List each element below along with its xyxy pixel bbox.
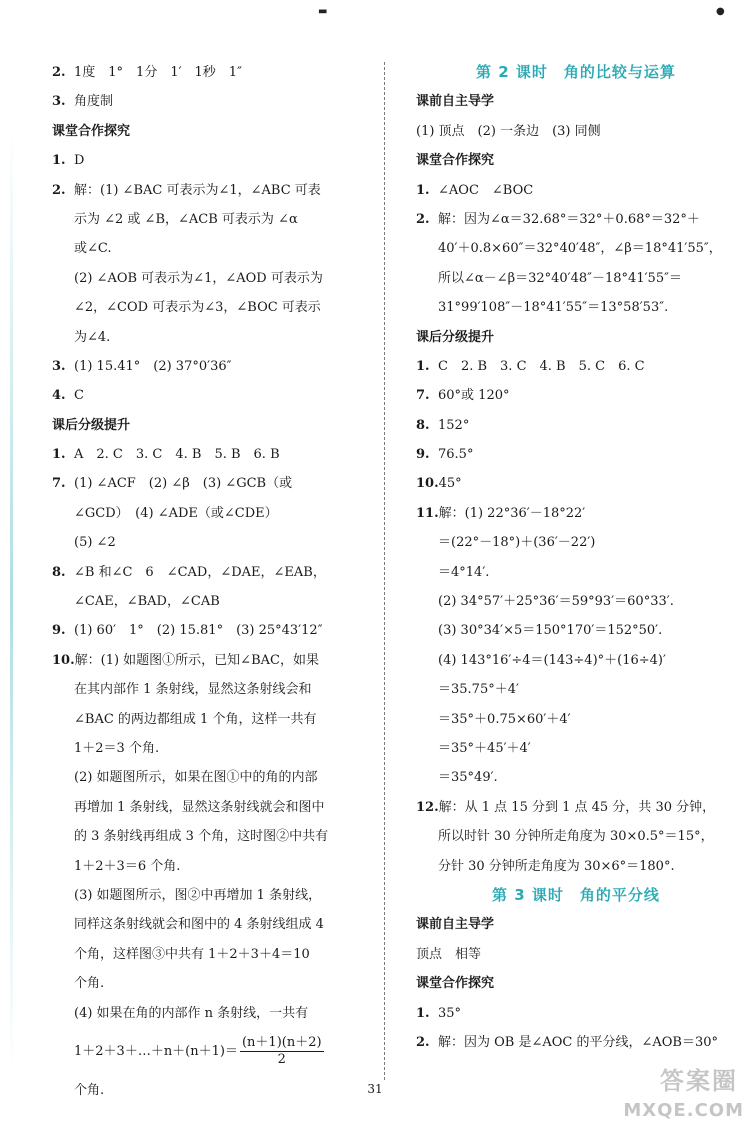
answer-item xyxy=(416,440,736,469)
page-edge-shadow xyxy=(10,130,13,1070)
item-number: 8. xyxy=(416,417,430,433)
answer-item xyxy=(52,616,370,645)
continuation-text: 个角，这样图③中共有 1＋2＋3＋4＝10 xyxy=(74,946,310,962)
item-number: 8. xyxy=(52,564,66,580)
continuation-text: ＝35°49′. xyxy=(438,770,498,786)
item-number: 3. xyxy=(52,358,66,374)
answer-continuation xyxy=(52,675,370,704)
item-text: 解：(1) 22°36′－18°22′ xyxy=(438,505,586,521)
answer-continuation xyxy=(52,734,370,763)
answer-continuation xyxy=(416,264,736,293)
continuation-text: (2) 如题图所示，如果在图①中的角的内部 xyxy=(74,770,318,786)
scan-mark: ▬ xyxy=(318,6,328,17)
answer-continuation xyxy=(52,264,370,293)
item-number: 1. xyxy=(52,153,66,169)
answer-continuation xyxy=(52,940,370,969)
continuation-text: (2) ∠AOB 可表示为∠1，∠AOD 可表示为 xyxy=(74,270,323,286)
item-number: 10. xyxy=(52,652,75,668)
answer-continuation xyxy=(416,646,736,675)
lesson-title: 第 2 课时 角的比较与运算 xyxy=(476,63,676,81)
section-heading: 课前自主导学 xyxy=(416,94,495,110)
answer-continuation xyxy=(52,587,370,616)
answer-item xyxy=(416,469,736,498)
answer-line: (1) 顶点 (2) 一条边 (3) 同侧 xyxy=(416,123,601,139)
answer-item xyxy=(52,146,370,175)
continuation-text: ∠CAE，∠BAD，∠CAB xyxy=(74,594,220,610)
answer-item xyxy=(416,1028,736,1057)
item-text: 角度制 xyxy=(74,94,114,110)
continuation-text: ＝4°14′. xyxy=(438,564,490,580)
item-number: 2. xyxy=(416,1034,430,1050)
continuation-text: 再增加 1 条射线，显然这条射线就会和图中 xyxy=(74,799,325,815)
left-column xyxy=(52,58,370,1105)
watermark-top: 答案圈 xyxy=(660,1067,738,1095)
answer-continuation xyxy=(416,852,736,881)
item-text: (1) 60′ 1° (2) 15.81° (3) 25°43′12″ xyxy=(74,623,323,639)
answer-continuation xyxy=(416,734,736,763)
item-text: A 2. C 3. C 4. B 5. B 6. B xyxy=(74,447,280,463)
continuation-text: ∠2，∠COD 可表示为∠3，∠BOC 可表示 xyxy=(74,300,321,316)
item-text: C 2. B 3. C 4. B 5. C 6. C xyxy=(438,358,645,374)
item-text: 解：因为∠α＝32.68°＝32°＋0.68°＝32°＋ xyxy=(438,211,700,227)
lesson-title: 第 3 课时 角的平分线 xyxy=(492,885,660,904)
answer-continuation xyxy=(416,587,736,616)
column-divider xyxy=(384,62,386,1080)
answer-continuation xyxy=(52,852,370,881)
continuation-text: (4) 如果在角的内部作 n 条射线，一共有 xyxy=(74,1005,309,1021)
continuation-text: ＝35°＋0.75×60′＋4′ xyxy=(438,711,571,727)
item-text: 解：(1) 如题图①所示，已知∠BAC，如果 xyxy=(74,652,319,668)
answer-continuation xyxy=(52,793,370,822)
item-text: ∠AOC ∠BOC xyxy=(438,182,534,198)
fraction-denominator: 2 xyxy=(277,1051,286,1067)
continuation-text: 或∠C. xyxy=(74,241,112,257)
item-number: 3. xyxy=(52,94,66,110)
continuation-text: 示为 ∠2 或 ∠B，∠ACB 可表示为 ∠α xyxy=(74,211,298,227)
answer-item xyxy=(416,999,736,1028)
answer-item xyxy=(52,87,370,116)
continuation-text: ＝(22°－18°)＋(36′－22′) xyxy=(438,535,596,551)
item-text: 解：因为 OB 是∠AOC 的平分线，∠AOB＝30° xyxy=(438,1034,719,1050)
answer-item xyxy=(52,381,370,410)
section-heading: 课后分级提升 xyxy=(52,417,131,433)
answer-item xyxy=(52,176,370,205)
answer-item xyxy=(416,793,736,822)
answer-item xyxy=(52,58,370,87)
item-number: 11. xyxy=(416,505,439,521)
answer-continuation xyxy=(52,205,370,234)
continuation-text: 1＋2＋3＋…＋n＋(n＋1)＝ xyxy=(74,1043,238,1059)
continuation-text: 同样这条射线就会和图中的 4 条射线组成 4 xyxy=(74,917,324,933)
watermark-bottom: MXQE.COM xyxy=(623,1100,744,1121)
continuation-text: 为∠4. xyxy=(74,329,111,345)
continuation-text: ∠BAC 的两边都组成 1 个角，这样一共有 xyxy=(74,711,317,727)
answer-continuation xyxy=(52,910,370,939)
continuation-text: ＝35.75°＋4′ xyxy=(438,682,519,698)
answer-continuation xyxy=(52,969,370,998)
answer-continuation xyxy=(52,763,370,792)
continuation-text: (3) 30°34′×5＝150°170′＝152°50′. xyxy=(438,623,663,639)
item-number: 7. xyxy=(52,476,66,492)
right-column xyxy=(416,58,736,1057)
answer-continuation xyxy=(416,616,736,645)
answer-item xyxy=(52,469,370,498)
item-text: 解：(1) ∠BAC 可表示为∠1，∠ABC 可表 xyxy=(74,182,321,198)
continuation-text: ∠GCD） (4) ∠ADE（或∠CDE） xyxy=(74,505,278,521)
answer-continuation xyxy=(416,705,736,734)
continuation-text: 1＋2＝3 个角. xyxy=(74,740,160,756)
answer-continuation xyxy=(52,705,370,734)
item-text: ∠B 和∠C 6 ∠CAD，∠DAE，∠EAB， xyxy=(74,564,326,580)
section-heading: 课堂合作探究 xyxy=(52,123,131,139)
item-text: 1度 1° 1分 1′ 1秒 1″ xyxy=(74,65,242,80)
answer-continuation xyxy=(52,1028,370,1076)
answer-continuation xyxy=(52,822,370,851)
item-number: 12. xyxy=(416,799,439,815)
continuation-text: 的 3 条射线再组成 3 个角，这时图②中共有 xyxy=(74,829,329,845)
answer-item xyxy=(416,411,736,440)
item-number: 4. xyxy=(52,388,66,404)
answer-item xyxy=(52,558,370,587)
continuation-text: 所以时针 30 分钟所走角度为 30×0.5°＝15°， xyxy=(438,829,714,845)
item-number: 1. xyxy=(416,1005,430,1021)
scan-mark: ● xyxy=(716,6,725,17)
answer-continuation xyxy=(52,999,370,1028)
answer-item xyxy=(416,205,736,234)
answer-continuation xyxy=(416,293,736,322)
page-number: 31 xyxy=(367,1082,383,1096)
continuation-text: 1＋2＋3＝6 个角. xyxy=(74,858,181,874)
watermark-logo xyxy=(614,1061,744,1121)
answer-item xyxy=(416,381,736,410)
section-heading: 课前自主导学 xyxy=(416,917,495,933)
section-heading: 课堂合作探究 xyxy=(416,976,495,992)
answer-continuation xyxy=(416,822,736,851)
continuation-text: 在其内部作 1 条射线，显然这条射线会和 xyxy=(74,682,312,698)
item-text: 解：从 1 点 15 分到 1 点 45 分，共 30 分钟， xyxy=(438,799,716,815)
section-heading: 课堂合作探究 xyxy=(416,153,495,169)
continuation-text: 31°99′108″－18°41′55″＝13°58′53″. xyxy=(438,300,669,316)
item-number: 9. xyxy=(52,623,66,639)
answer-continuation xyxy=(416,234,736,263)
item-text: C xyxy=(74,388,84,404)
continuation-text: (4) 143°16′÷4＝(143÷4)°＋(16÷4)′ xyxy=(438,652,666,668)
fraction xyxy=(240,1035,324,1068)
answer-item xyxy=(416,499,736,528)
item-number: 2. xyxy=(416,211,430,227)
item-text: D xyxy=(74,153,85,169)
answer-continuation xyxy=(52,293,370,322)
item-number: 1. xyxy=(416,182,430,198)
answer-item xyxy=(416,176,736,205)
continuation-text: 个角. xyxy=(74,976,105,992)
continuation-text: 40′＋0.8×60″＝32°40′48″，∠β＝18°41′55″， xyxy=(438,241,722,257)
section-heading: 课后分级提升 xyxy=(416,329,495,345)
item-text: 45° xyxy=(438,476,462,492)
item-number: 1. xyxy=(52,447,66,463)
answer-continuation xyxy=(52,528,370,557)
continuation-text: (3) 如题图所示，图②中再增加 1 条射线， xyxy=(74,887,322,903)
item-number: 2. xyxy=(52,182,66,198)
item-text: 76.5° xyxy=(438,447,474,463)
answer-item xyxy=(416,352,736,381)
continuation-text: 分针 30 分钟所走角度为 30×6°＝180°. xyxy=(438,858,675,874)
continuation-text: (2) 34°57′＋25°36′＝59°93′＝60°33′. xyxy=(438,594,674,610)
continuation-text: ＝35°＋45′＋4′ xyxy=(438,740,531,756)
answer-continuation xyxy=(52,881,370,910)
item-text: 60°或 120° xyxy=(438,388,510,404)
answer-continuation xyxy=(416,675,736,704)
item-text: (1) 15.41° (2) 37°0′36″ xyxy=(74,358,232,374)
answer-item xyxy=(52,440,370,469)
continuation-text: 所以∠α－∠β＝32°40′48″－18°41′55″＝ xyxy=(438,270,682,286)
item-number: 1. xyxy=(416,358,430,374)
answer-continuation xyxy=(52,234,370,263)
answer-continuation xyxy=(416,763,736,792)
continuation-text: (5) ∠2 xyxy=(74,535,116,551)
item-text: 152° xyxy=(438,417,470,433)
fraction-numerator: (n＋1)(n＋2) xyxy=(241,1034,322,1050)
item-number: 9. xyxy=(416,447,430,463)
answer-line: 顶点 相等 xyxy=(416,946,482,962)
answer-continuation xyxy=(416,528,736,557)
answer-continuation xyxy=(416,558,736,587)
item-number: 10. xyxy=(416,476,439,492)
continuation-text: 个角. xyxy=(74,1082,105,1098)
item-number: 7. xyxy=(416,388,430,404)
answer-item xyxy=(52,646,370,675)
item-text: 35° xyxy=(438,1005,462,1021)
item-text: (1) ∠ACF (2) ∠β (3) ∠GCB（或 xyxy=(74,476,293,492)
answer-continuation xyxy=(52,323,370,352)
answer-continuation xyxy=(52,499,370,528)
item-number: 2. xyxy=(52,65,66,80)
answer-item xyxy=(52,352,370,381)
